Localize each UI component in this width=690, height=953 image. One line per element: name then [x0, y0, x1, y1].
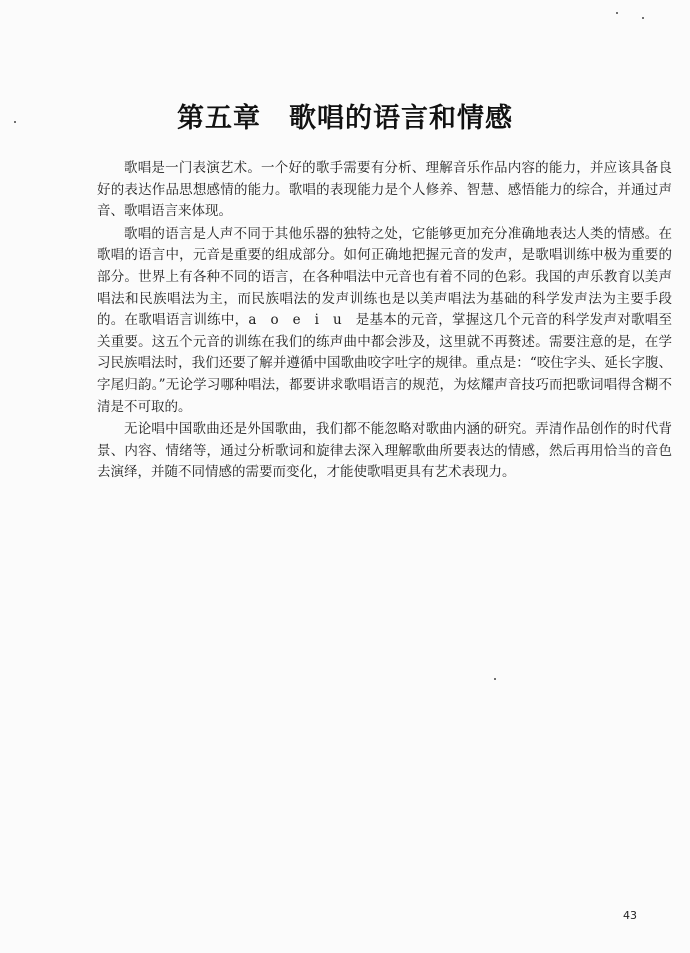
scan-speck [14, 121, 16, 123]
paragraph-2: 歌唱的语言是人声不同于其他乐器的独特之处，它能够更加充分准确地表达人类的情感。在歌唱的语言中，元音是重要的组成部分。如何正确地把握元音的发声，是歌唱训练中极为重要的部分。世界上有各种不同的语言，在各种唱法中元音也有着不同的色彩。我国的声乐教育以美声唱法和民族唱法为主，而民族唱法的发声训练也是以美声唱法为基础的科学发声法为主要手段的。在歌唱语言训练中，a o e i u 是基本的元音，掌握这几个元音的科学发声对歌唱至关重要。这五个元音的训练在我们的练声曲中都会涉及，这里就不再赘述。需要注意的是，在学习民族唱法时，我们还要了解并遵循中国歌曲咬字吐字的规律。重点是：“咬住字头、延长字腹、字尾归韵。”无论学习哪种唱法，都要讲求歌唱语言的规范，为炫耀声音技巧而把歌词唱得含糊不清是不可取的。 [97, 225, 672, 415]
scan-speck [616, 12, 618, 14]
scan-speck [642, 17, 644, 19]
paragraph-1: 歌唱是一门表演艺术。一个好的歌手需要有分析、理解音乐作品内容的能力，并应该具备良好的表达作品思想感情的能力。歌唱的表现能力是个人修养、智慧、感悟能力的综合，并通过声音、歌唱语言来体现。 [97, 160, 672, 220]
page-number: 43 [623, 909, 637, 922]
paragraph-3: 无论唱中国歌曲还是外国歌曲，我们都不能忽略对歌曲内涵的研究。弄清作品创作的时代背景、内容、情绪等，通过分析歌词和旋律去深入理解歌曲所要表达的情感，然后再用恰当的音色去演绎，并随不同情感的需要而变化，才能使歌唱更具有艺术表现力。 [97, 421, 672, 481]
scan-speck [494, 678, 496, 680]
chapter-title: 第五章 歌唱的语言和情感 [177, 103, 513, 135]
body-text [97, 158, 672, 485]
